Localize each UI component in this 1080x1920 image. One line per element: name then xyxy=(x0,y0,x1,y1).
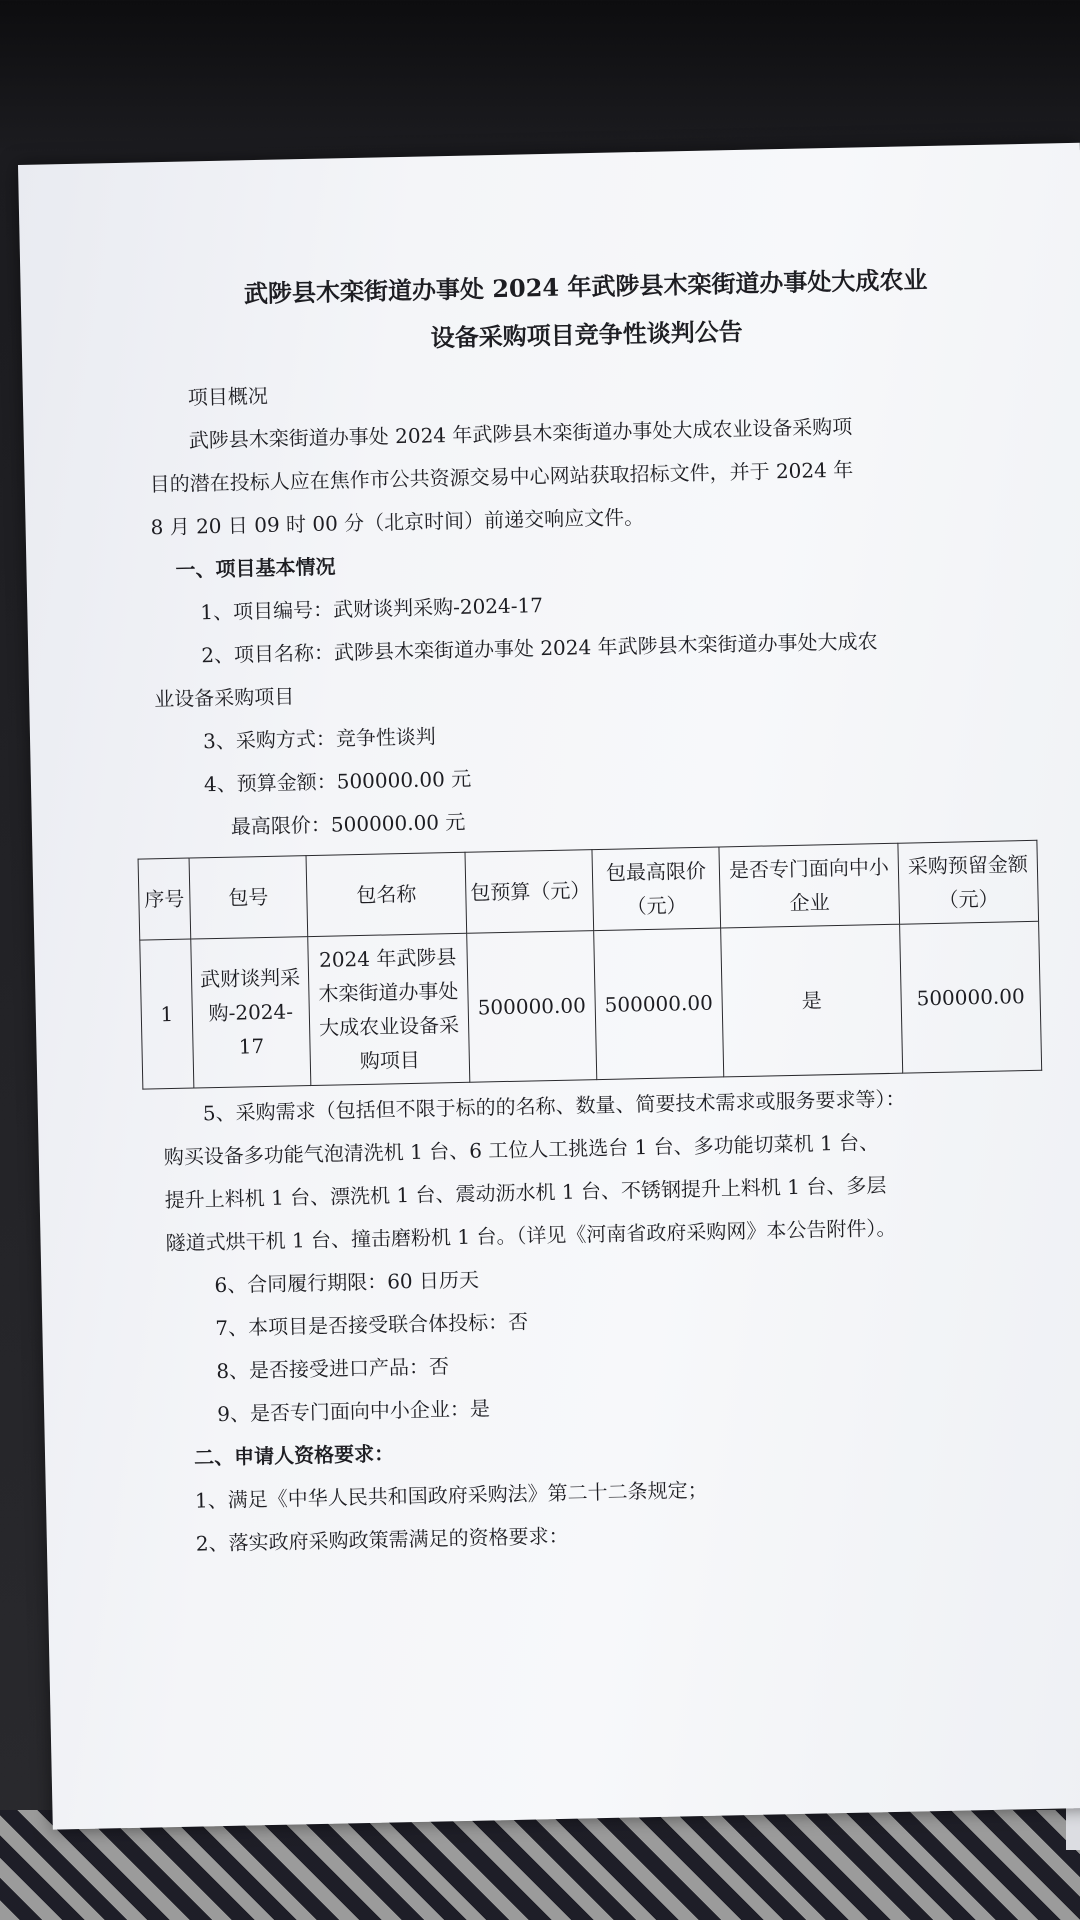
overview-heading: 项目概况 xyxy=(187,383,269,410)
table-header-cell: 包最高限价（元） xyxy=(592,847,721,931)
document-title-line2: 设备采购项目竞争性谈判公告 xyxy=(430,316,743,353)
item-requirements-line2: 购买设备多功能气泡清洗机 1 台、6 工位人工挑选台 1 台、多功能切菜机 1 台、 xyxy=(163,1130,880,1170)
overview-line1: 武陟县木栾街道办事处 2024 年武陟县木栾街道办事处大成农业设备采购项 xyxy=(188,414,853,453)
section2-heading: 二、申请人资格要求： xyxy=(193,1441,395,1470)
requirement-1: 1、满足《中华人民共和国政府采购法》第二十二条规定； xyxy=(194,1477,708,1513)
table-cell: 500000.00 xyxy=(467,931,597,1083)
table-cell: 2024 年武陟县木栾街道办事处大成农业设备采购项目 xyxy=(308,933,470,1085)
document-title-line1: 武陟县木栾街道办事处 2024 年武陟县木栾街道办事处大成农业 xyxy=(243,264,928,309)
item-contract-period: 6、合同履行期限：60 日历天 xyxy=(214,1267,480,1298)
item-requirements-line4: 隧道式烘干机 1 台、撞击磨粉机 1 台。（详见《河南省政府采购网》本公告附件）。 xyxy=(165,1215,897,1256)
table-cell: 1 xyxy=(140,939,194,1089)
table-cell: 500000.00 xyxy=(900,921,1042,1073)
table-header-cell: 包号 xyxy=(189,856,308,939)
table-cell: 是 xyxy=(721,924,903,1077)
item-procurement-method: 3、采购方式：竞争性谈判 xyxy=(202,724,437,754)
requirement-2: 2、落实政府采购政策需满足的资格要求： xyxy=(195,1523,569,1556)
table-header-cell: 包预算（元） xyxy=(465,850,594,934)
item-project-name-line1: 2、项目名称：武陟县木栾街道办事处 2024 年武陟县木栾街道办事处大成农 xyxy=(201,629,878,668)
table-header-cell: 采购预留金额（元） xyxy=(898,840,1039,924)
section1-heading: 一、项目基本情况 xyxy=(175,554,336,582)
item-sme: 9、是否专门面向中小企业：是 xyxy=(216,1396,491,1427)
item-max-price: 最高限价：500000.00 元 xyxy=(230,809,466,839)
overview-line2: 目的潜在投标人应在焦作市公共资源交易中心网站获取招标文件，并于 2024 年 xyxy=(149,457,854,497)
item-requirements-line3: 提升上料机 1 台、漂洗机 1 台、震动沥水机 1 台、不锈钢提升上料机 1 台、多层 xyxy=(164,1173,887,1213)
item-project-name-line2: 业设备采购项目 xyxy=(153,684,295,712)
item-requirements-line1: 5、采购需求（包括但不限于标的的名称、数量、简要技术需求或服务要求等）： xyxy=(202,1086,906,1126)
table-cell: 500000.00 xyxy=(594,928,724,1080)
table-header-cell: 序号 xyxy=(138,858,191,940)
item-project-number: 1、项目编号：武财谈判采购-2024-17 xyxy=(200,593,544,625)
table-header-cell: 包名称 xyxy=(306,852,467,936)
document-page xyxy=(18,143,1080,1830)
package-table xyxy=(138,840,1043,1090)
table-cell: 武财谈判采购-2024-17 xyxy=(191,937,311,1088)
item-consortium: 7、本项目是否接受联合体投标：否 xyxy=(215,1309,529,1341)
overview-line3: 8 月 20 日 09 时 00 分（北京时间）前递交响应文件。 xyxy=(150,504,645,540)
table-header-cell: 是否专门面向中小企业 xyxy=(719,843,900,928)
item-budget: 4、预算金额：500000.00 元 xyxy=(203,766,472,797)
item-imports: 8、是否接受进口产品：否 xyxy=(216,1354,450,1384)
table-row xyxy=(140,921,1042,1089)
document-content xyxy=(145,254,1052,1566)
